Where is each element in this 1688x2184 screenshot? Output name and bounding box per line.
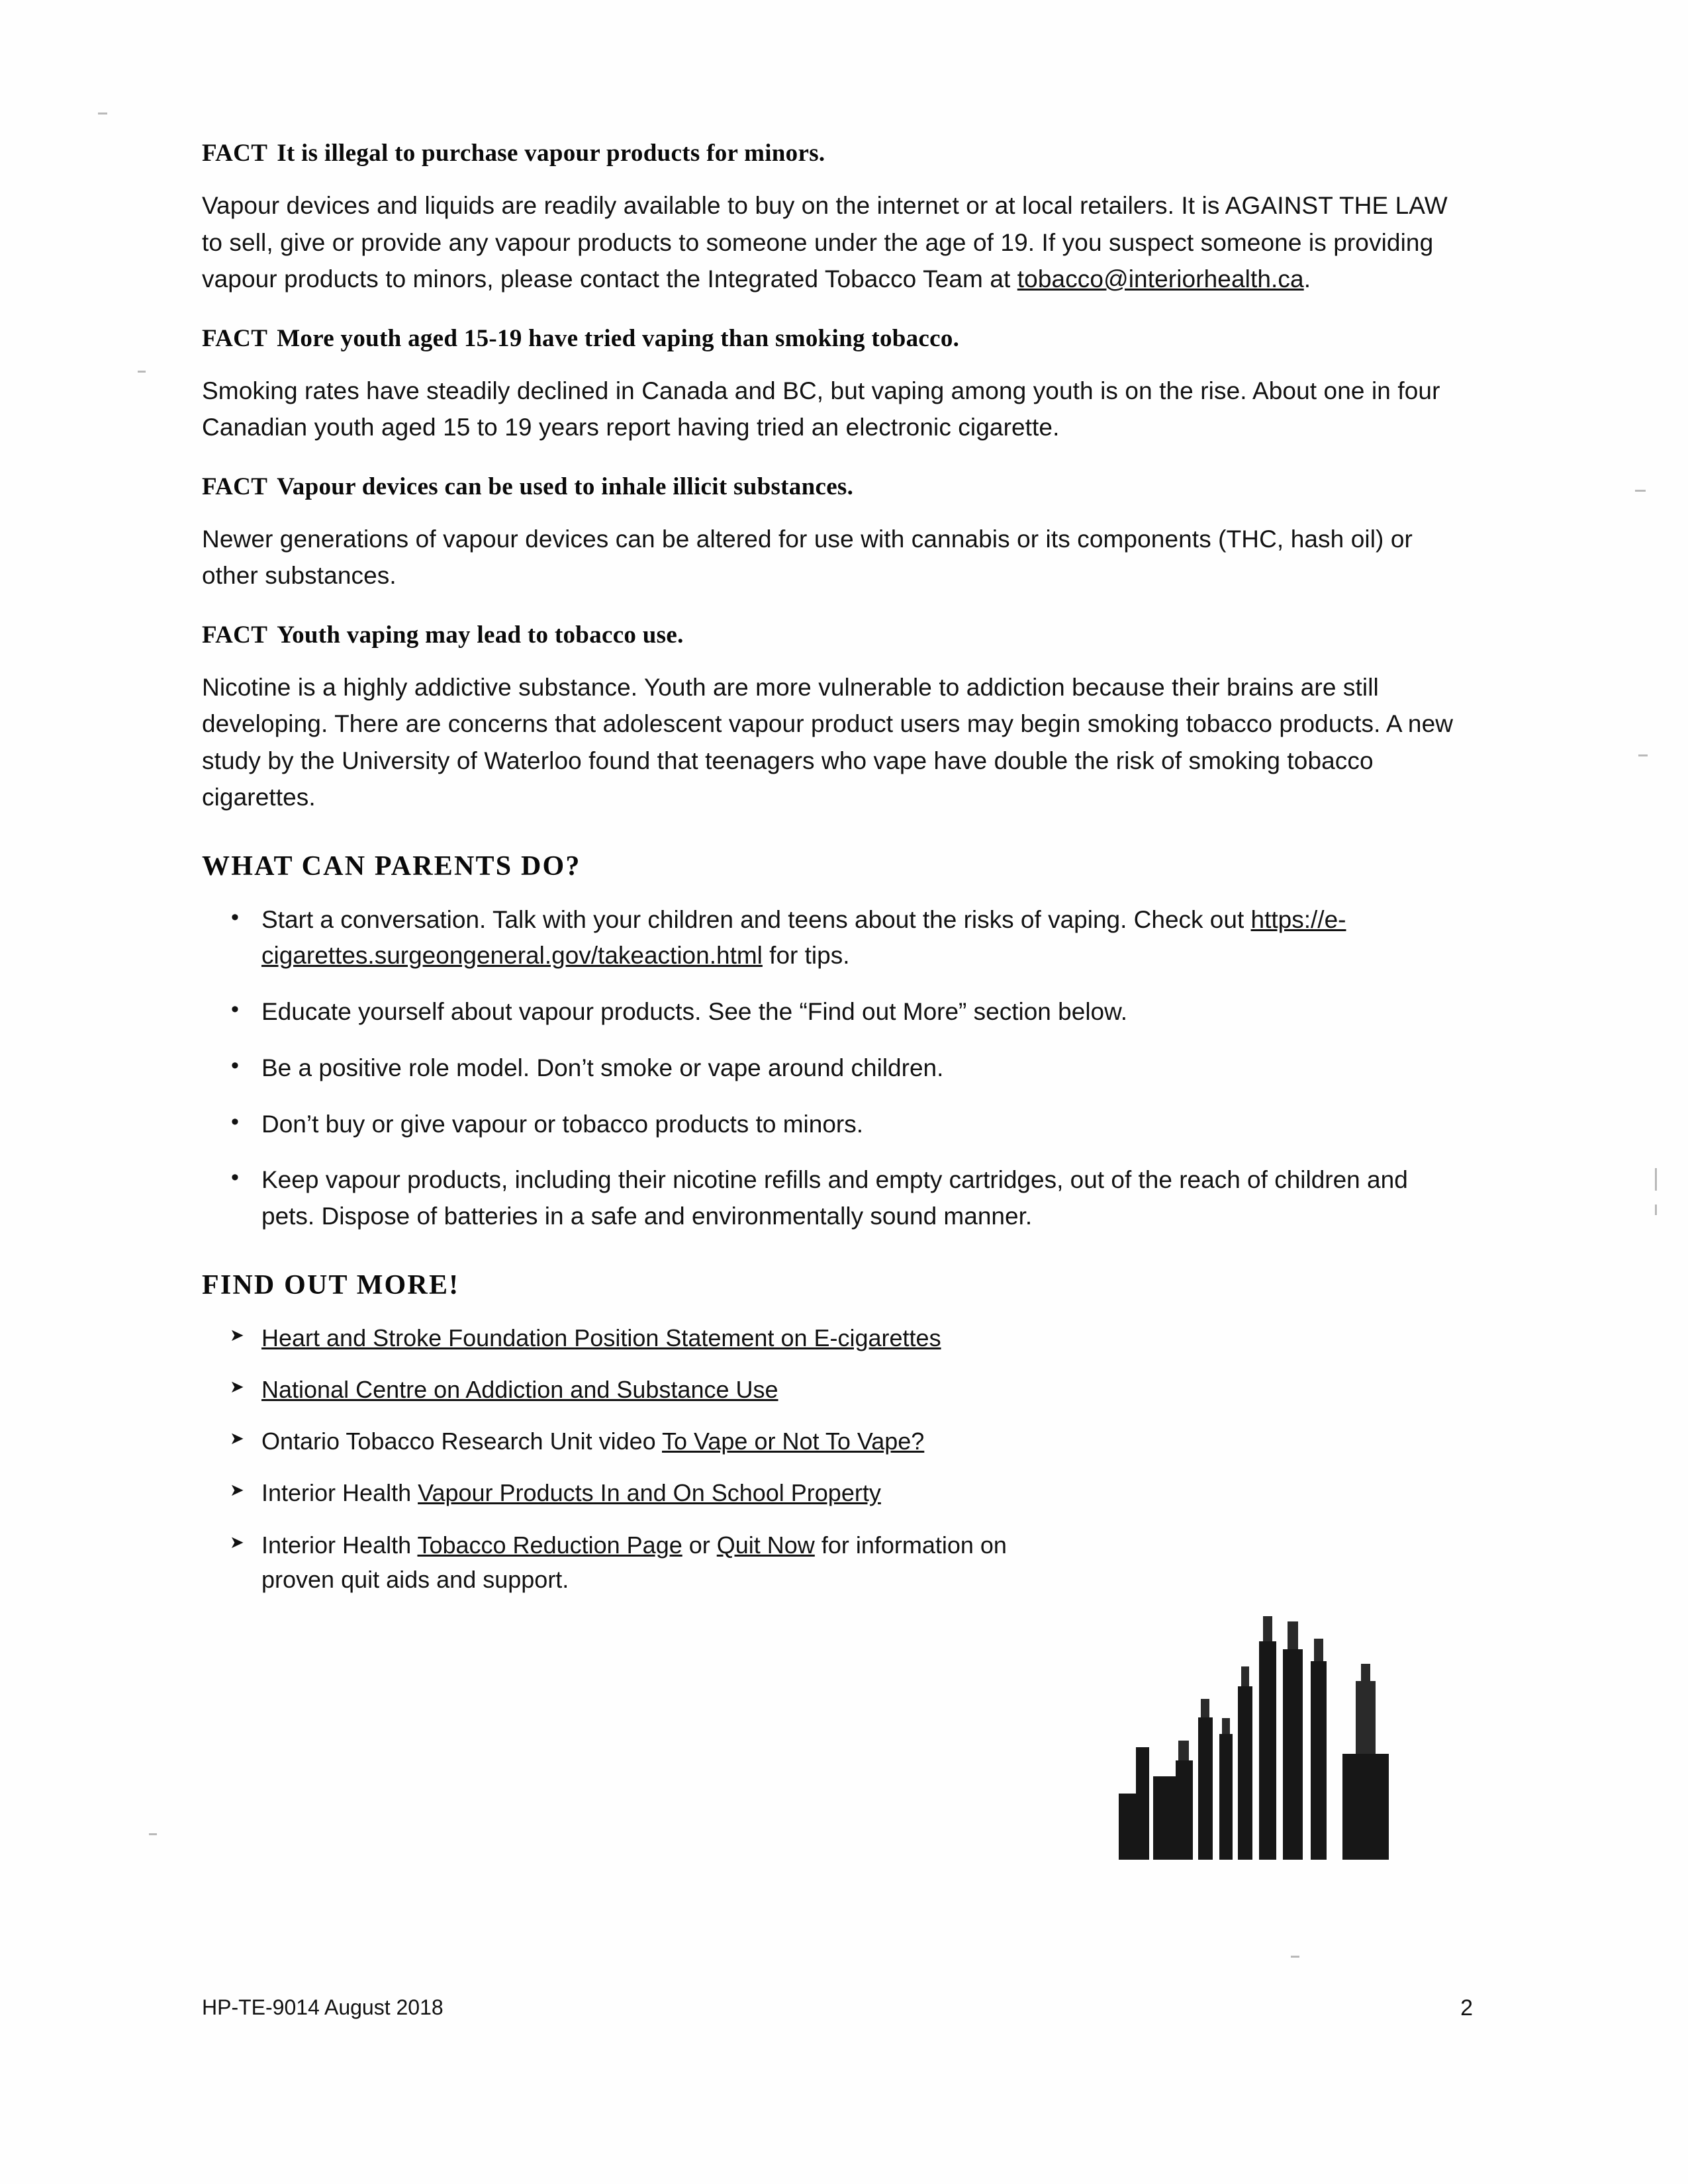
fact-heading-2	[202, 324, 1460, 353]
vape-device	[1311, 1661, 1327, 1860]
fact-heading-1	[202, 139, 1460, 167]
fact-heading-text: More youth aged 15-19 have tried vaping than smoking tobacco.	[277, 324, 960, 352]
page-footer	[202, 1995, 1473, 2021]
vape-pen-tip	[1201, 1699, 1209, 1717]
resource-link[interactable]: To Vape or Not To Vape?	[662, 1428, 925, 1455]
scan-artifact	[1638, 754, 1648, 756]
list-item-text: Start a conversation. Talk with your children and teens about the risks of vaping. Check out	[261, 905, 1251, 933]
list-item-text: Interior Health	[261, 1531, 418, 1559]
document-id: HP-TE-9014 August 2018	[202, 1995, 444, 2019]
vape-box-mod	[1342, 1754, 1389, 1860]
external-link[interactable]: https://e-cigarettes.surgeongeneral.gov/takeaction.html	[261, 905, 1346, 970]
vape-device	[1136, 1747, 1149, 1860]
resource-links-wrapper	[202, 1321, 1029, 1597]
fact-body-text: Vapour devices and liquids are readily available to buy on the internet or at local retailers. It is AGAINST THE LAW to sell, give or provide any vapour products to someone under the age of 19. If you suspect someone is providing vapour products to minors, please contact the Integrated Tobacco Team at	[202, 192, 1448, 293]
list-item	[202, 1321, 1029, 1355]
fact-heading-text: Youth vaping may lead to tobacco use.	[277, 621, 684, 649]
list-item-middle: or	[682, 1531, 717, 1559]
fact-body-tail: .	[1303, 265, 1311, 293]
scan-artifact	[138, 371, 146, 373]
scan-artifact	[1635, 490, 1646, 492]
list-item-text: Don’t buy or give vapour or tobacco products to minors.	[261, 1110, 864, 1138]
list-item	[202, 1107, 1460, 1143]
fact-heading-3	[202, 473, 1460, 501]
resource-links-list	[202, 1321, 1029, 1597]
fact-body-2: Smoking rates have steadily declined in Canada and BC, but vaping among youth is on the rise. About one in four Canadian youth aged 15 to 19 years report having tried an electronic cigarette.	[202, 377, 1440, 441]
scan-artifact	[1291, 1956, 1299, 1958]
section-title-find-out-more: FIND OUT MORE!	[202, 1269, 460, 1300]
scan-artifact	[149, 1833, 157, 1835]
list-item-text: Educate yourself about vapour products. See the “Find out More” section below.	[261, 998, 1128, 1025]
resource-link-secondary[interactable]: Quit Now	[716, 1531, 815, 1559]
fact-label: FACT	[202, 324, 268, 352]
list-item	[202, 1528, 1029, 1597]
list-item-text: Keep vapour products, including their nicotine refills and empty cartridges, out of the reach of children and pets. Dispose of batteries in a safe and environmentally sound manner.	[261, 1166, 1408, 1230]
vape-device-tip	[1263, 1616, 1272, 1641]
resource-link[interactable]: Tobacco Reduction Page	[417, 1531, 682, 1559]
scan-artifact	[98, 113, 107, 114]
list-item-text: Interior Health	[261, 1479, 418, 1507]
list-item	[202, 902, 1460, 975]
page-number: 2	[1460, 1995, 1473, 2021]
list-item	[202, 1476, 1029, 1510]
fact-heading-text: It is illegal to purchase vapour products for minors.	[277, 140, 825, 167]
vape-device	[1259, 1641, 1276, 1860]
list-item-tail: for information on proven quit aids and support.	[261, 1531, 1007, 1593]
list-item	[202, 1424, 1029, 1459]
vape-device-tip	[1288, 1621, 1298, 1649]
vape-device	[1176, 1760, 1193, 1860]
vape-devices-illustration	[1112, 1582, 1423, 1860]
scan-artifact	[1655, 1168, 1657, 1191]
list-item	[202, 994, 1460, 1030]
vape-device	[1283, 1649, 1303, 1860]
vape-pen	[1219, 1734, 1233, 1860]
fact-body-4: Nicotine is a highly addictive substance. Youth are more vulnerable to addiction because their brains are still developing. There are concerns that adolescent vapour product users may begin smoking tobacco products. A new study by the University of Waterloo found that teenagers who vape have double the risk of smoking tobacco cigarettes.	[202, 673, 1454, 811]
vape-device-tip	[1241, 1666, 1249, 1686]
fact-label: FACT	[202, 140, 268, 167]
parents-list	[202, 902, 1460, 1235]
list-item-text: Ontario Tobacco Research Unit video	[261, 1428, 663, 1455]
fact-label: FACT	[202, 621, 268, 649]
fact-label: FACT	[202, 473, 268, 500]
list-item	[202, 1162, 1460, 1235]
resource-link[interactable]: Vapour Products In and On School Property	[418, 1479, 881, 1507]
vape-device	[1238, 1686, 1252, 1860]
scan-artifact	[1655, 1205, 1657, 1215]
vape-pen	[1198, 1717, 1213, 1860]
vape-box-mod-tank	[1356, 1681, 1376, 1754]
fact-body-1	[202, 187, 1460, 298]
resource-link[interactable]: Heart and Stroke Foundation Position Statement on E-cigarettes	[261, 1324, 941, 1351]
document-body	[202, 139, 1460, 1614]
email-link[interactable]: tobacco@interiorhealth.ca	[1017, 265, 1304, 293]
list-item	[202, 1050, 1460, 1087]
section-title-parents: WHAT CAN PARENTS DO?	[202, 850, 581, 882]
vape-device-tip	[1178, 1741, 1189, 1760]
fact-body-3: Newer generations of vapour devices can be altered for use with cannabis or its components (THC, hash oil) or other substances.	[202, 525, 1413, 589]
fact-heading-text: Vapour devices can be used to inhale illicit substances.	[277, 473, 854, 500]
vape-pen-tip	[1222, 1718, 1230, 1734]
list-item	[202, 1373, 1029, 1407]
resource-link[interactable]: National Centre on Addiction and Substance Use	[261, 1375, 778, 1403]
list-item-tail: for tips.	[762, 942, 850, 970]
fact-heading-4	[202, 621, 1460, 649]
vape-box-mod-tip	[1361, 1664, 1370, 1681]
vape-device-tip	[1314, 1639, 1323, 1661]
list-item-text: Be a positive role model. Don’t smoke or vape around children.	[261, 1054, 944, 1081]
